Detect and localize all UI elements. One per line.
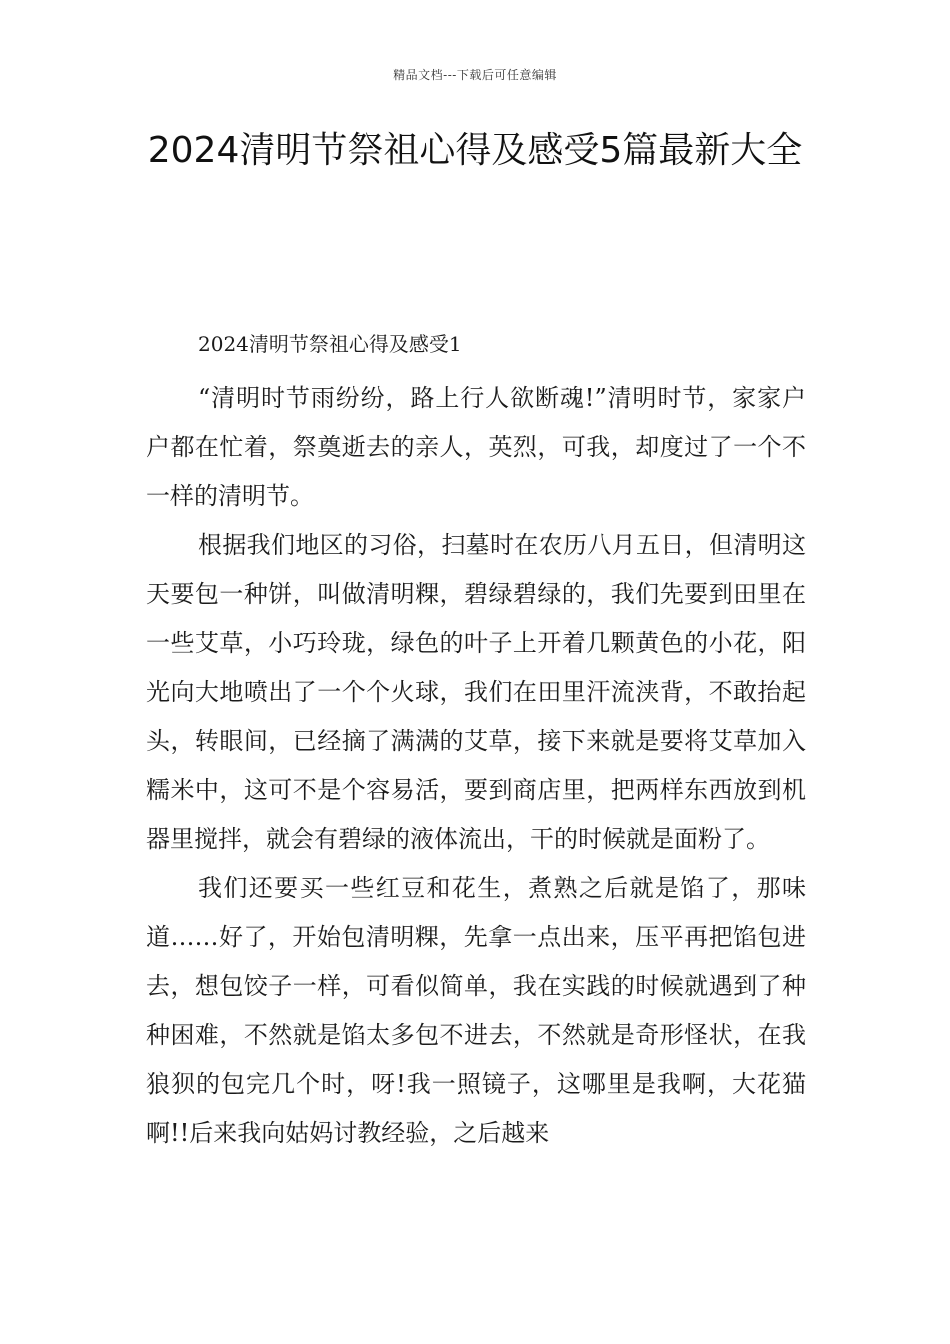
paragraph-2: 根据我们地区的习俗，扫墓时在农历八月五日，但清明这天要包一种饼，叫做清明粿，碧绿碧绿的，我们先要到田里在一些艾草，小巧玲珑，绿色的叶子上开着几颗黄色的小花，阳光向大地喷出了一个个火球，我们在田里汗流浃背，不敢抬起头，转眼间，已经摘了满满的艾草，接下来就是要将艾草加入糯米中，这可不是个容易活，要到商店里，把两样东西放到机器里搅拌，就会有碧绿的液体流出，干的时候就是面粉了。 (146, 531, 806, 853)
document-title: 2024清明节祭祖心得及感受5篇最新大全 (147, 130, 803, 171)
paragraph-1: “清明时节雨纷纷，路上行人欲断魂!”清明时节，家家户户都在忙着，祭奠逝去的亲人，英烈，可我，却度过了一个不一样的清明节。 (146, 384, 806, 510)
document-body (146, 324, 806, 1158)
section-heading: 2024清明节祭祖心得及感受1 (198, 332, 462, 356)
paragraph-3: 我们还要买一些红豆和花生，煮熟之后就是馅了，那味道……好了，开始包清明粿，先拿一点出来，压平再把馅包进去，想包饺子一样，可看似简单，我在实践的时候就遇到了种种困难，不然就是馅太多包不进去，不然就是奇形怪状，在我狼狈的包完几个时，呀!我一照镜子，这哪里是我啊，大花猫啊!!后来我向姑妈讨教经验，之后越来 (146, 874, 806, 1147)
header-note: 精品文档---下载后可任意编辑 (393, 68, 557, 82)
